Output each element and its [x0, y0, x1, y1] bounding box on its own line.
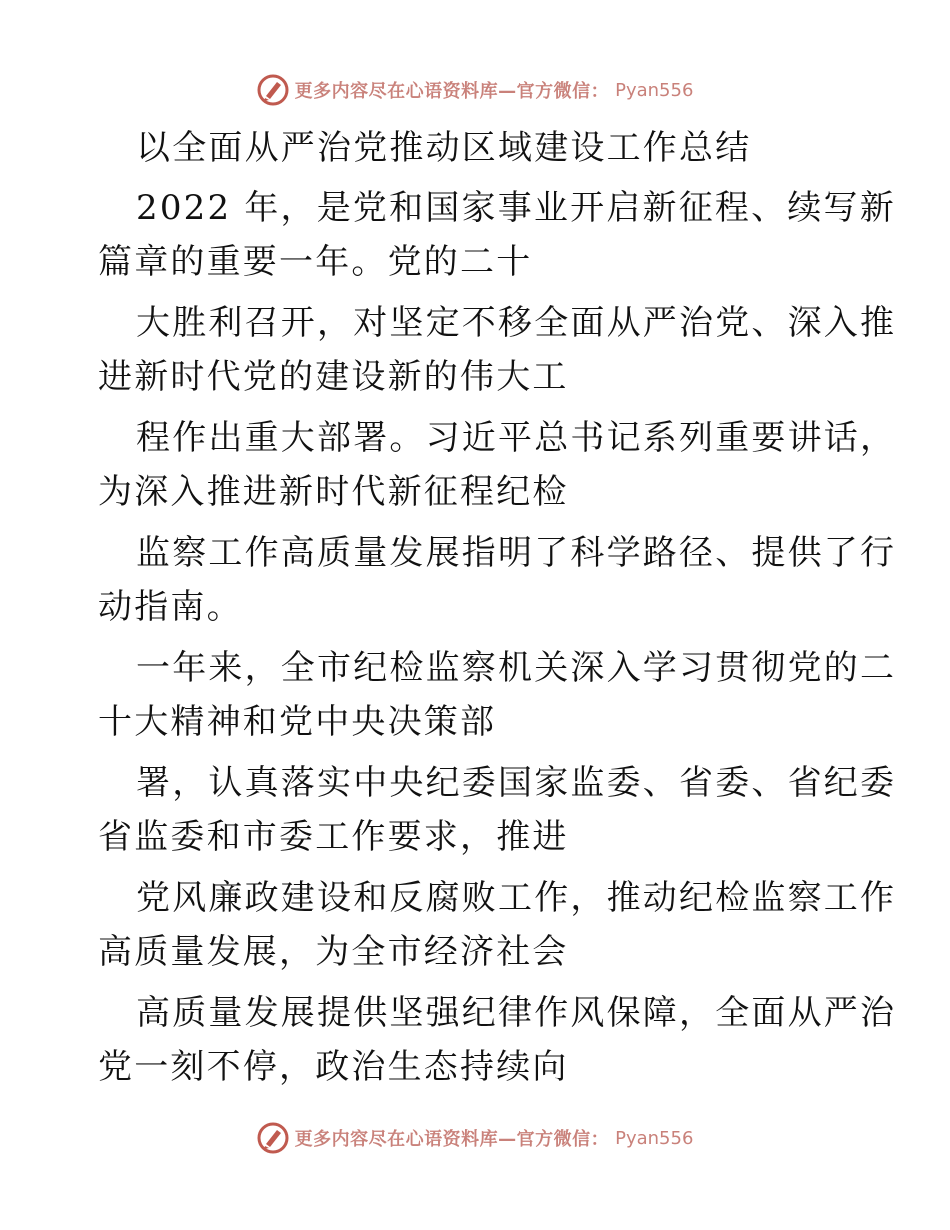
paragraph-line: 动指南。: [98, 587, 243, 627]
watermark-text: 更多内容尽在心语资料库—官方微信：: [294, 1129, 610, 1150]
paragraph-line: 监察工作高质量发展指明了科学路径、提供了行: [136, 533, 897, 573]
paragraph-line: 十大精神和党中央决策部: [98, 702, 497, 742]
paragraph-line: 高质量发展提供坚强纪律作风保障，全面从严治: [136, 993, 897, 1033]
paragraph-line: 高质量发展，为全市经济社会: [98, 932, 569, 972]
paragraph-line: 篇章的重要一年。党的二十: [98, 242, 533, 282]
paragraph-line: 一年来，全市纪检监察机关深入学习贯彻党的二: [136, 648, 897, 688]
paragraph-line: 为深入推进新时代新征程纪检: [98, 472, 569, 512]
document-title: 以全面从严治党推动区域建设工作总结: [136, 128, 752, 168]
watermark-logo-icon: [257, 1122, 289, 1154]
paragraph-line: 署，认真落实中央纪委国家监委、省委、省纪委: [136, 763, 897, 803]
paragraph-line: 大胜利召开，对坚定不移全面从严治党、深入推: [136, 303, 897, 343]
watermark-handle: Pyan556: [615, 1127, 694, 1149]
paragraph-line: 党风廉政建设和反腐败工作，推动纪检监察工作: [136, 878, 897, 918]
paragraph-line: 程作出重大部署。习近平总书记系列重要讲话，: [136, 418, 897, 458]
watermark-handle: Pyan556: [615, 79, 694, 101]
paragraph-line: 省监委和市委工作要求，推进: [98, 817, 569, 857]
watermark-text: 更多内容尽在心语资料库—官方微信：: [294, 81, 610, 102]
paragraph-line: 进新时代党的建设新的伟大工: [98, 357, 569, 397]
header-watermark: [0, 70, 950, 110]
paragraph-line: 党一刻不停，政治生态持续向: [98, 1047, 569, 1087]
watermark-logo-icon: [257, 74, 289, 106]
paragraph-line: 2022 年，是党和国家事业开启新征程、续写新: [136, 188, 896, 228]
footer-watermark: [0, 1118, 950, 1158]
